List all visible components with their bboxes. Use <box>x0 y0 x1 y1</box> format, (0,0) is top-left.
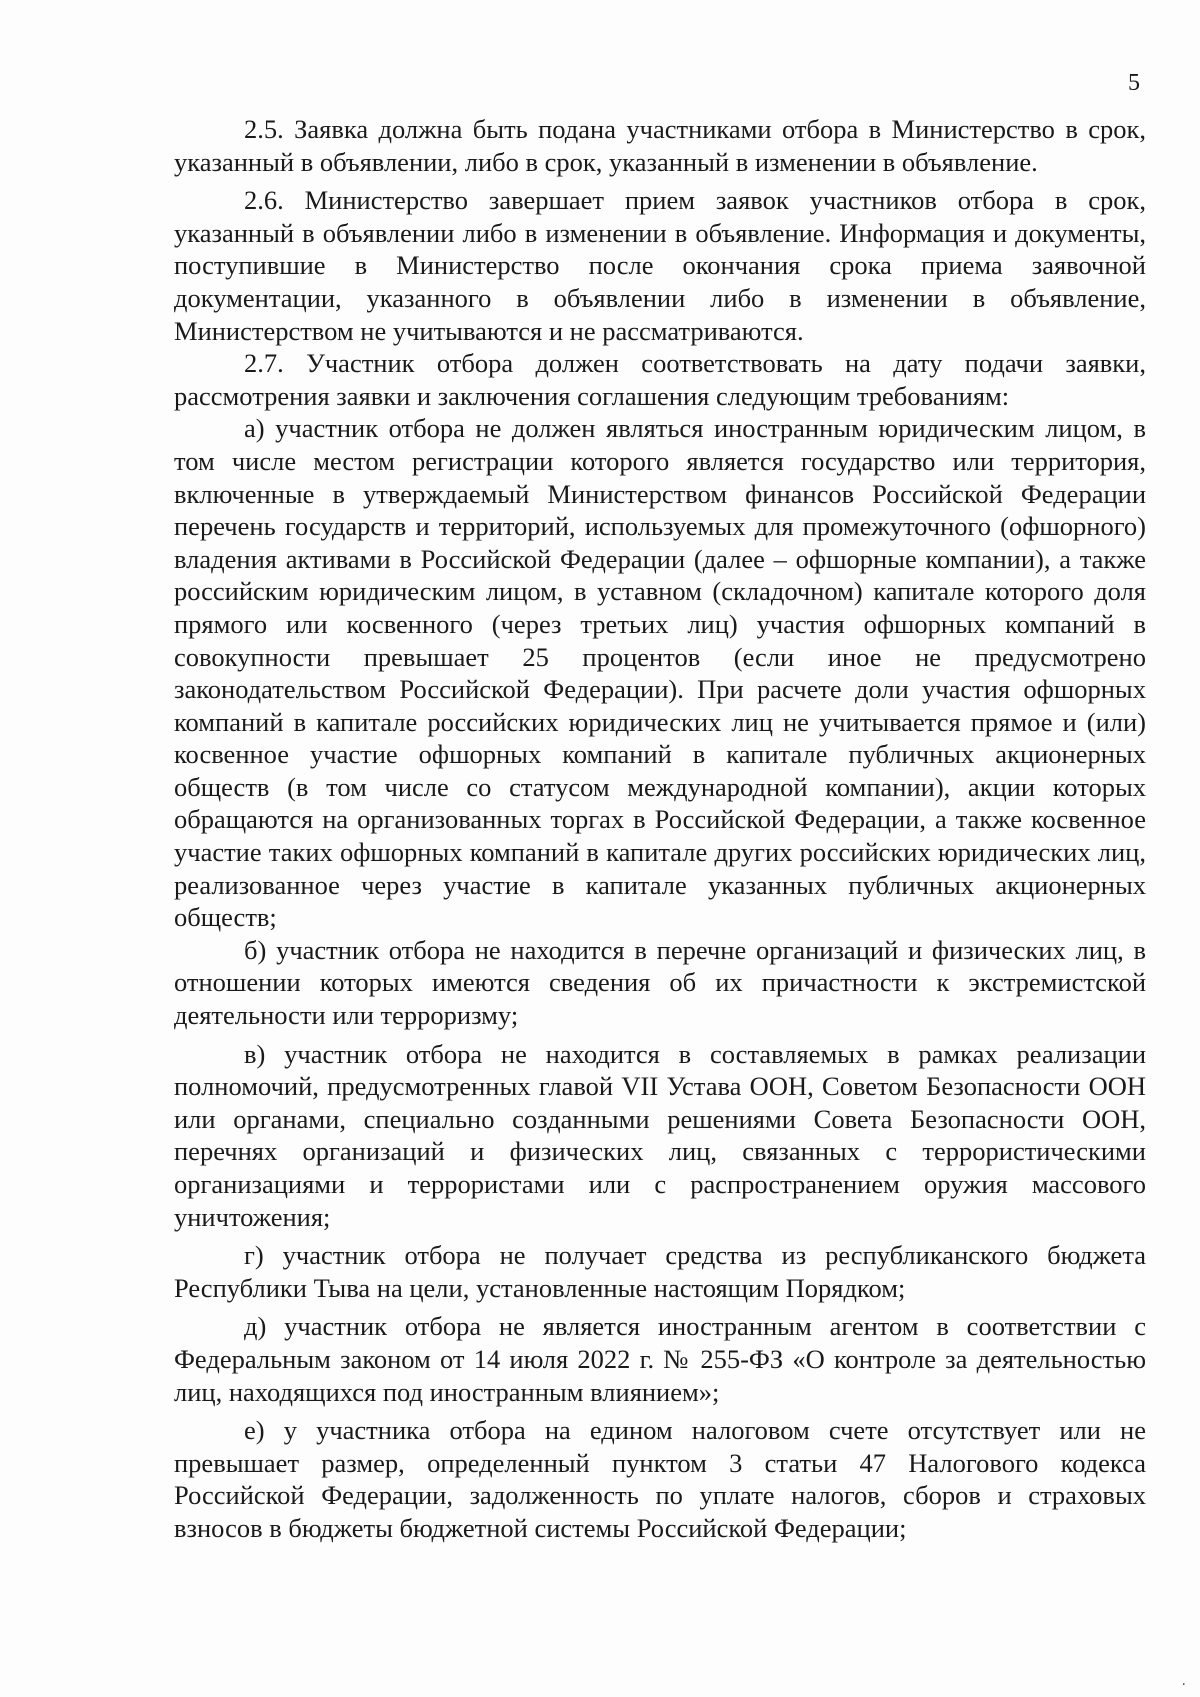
requirement-v: в) участник отбора не находится в составляемых в рамках реализации полномочий, предусмотренных главой VII Устава ООН, Советом Безопасности ООН или органами, специально созданными решениями Совета Безопасности ООН, перечнях организаций и физических лиц, связанных с террористическими организациями и террористами или с распространением оружия массового уничтожения; <box>174 1038 1146 1232</box>
requirement-a: а) участник отбора не должен являться иностранным юридическим лицом, в том числе местом регистрации которого является государство или территория, включенные в утверждаемый Министерством финансов Российской Федерации перечень государств и территорий, используемых для промежуточного (офшорного) владения активами в Российской Федерации (далее – офшорные компании), а также российским юридическим лицом, в уставном (складочном) капитале которого доля прямого или косвенного (через третьих лиц) участия офшорных компаний в совокупности превышает 25 процентов (если иное не предусмотрено законодательством Российской Федерации). При расчете доли участия офшорных компаний в капитале российских юридических лиц не учитывается прямое и (или) косвенное участие офшорных компаний в капитале публичных акционерных обществ (в том числе со статусом международной компании), акции которых обращаются на организованных торгах в Российской Федерации, а также косвенное участие таких офшорных компаний в капитале других российских юридических лиц, реализованное через участие в капитале указанных публичных акционерных обществ; <box>174 413 1146 933</box>
scan-speck: · <box>1181 1677 1186 1693</box>
paragraph-2-5: 2.5. Заявка должна быть подана участниками отбора в Министерство в срок, указанный в объявлении, либо в срок, указанный в изменении в объявление. <box>174 114 1146 177</box>
requirement-e: е) у участника отбора на едином налоговом счете отсутствует или не превышает размер, определенный пунктом 3 статьи 47 Налогового кодекса Российской Федерации, задолженность по уплате налогов, сборов и страховых взносов в бюджеты бюджетной системы Российской Федерации; <box>174 1415 1146 1543</box>
requirement-d: д) участник отбора не является иностранным агентом в соответствии с Федеральным законом от 14 июля 2022 г. № 255-ФЗ «О контроле за деятельностью лиц, находящихся под иностранным влиянием»; <box>174 1311 1146 1407</box>
paragraph-2-7: 2.7. Участник отбора должен соответствовать на дату подачи заявки, рассмотрения заявки и заключения соглашения следующим требованиям: <box>174 348 1146 411</box>
paragraph-2-6: 2.6. Министерство завершает прием заявок участников отбора в срок, указанный в объявлении либо в изменении в объявление. Информация и документы, поступившие в Министерство после окончания срока приема заявочной документации, указанного в объявлении либо в изменении в объявление, Министерством не учитываются и не рассматриваются. <box>174 185 1146 346</box>
requirement-g: г) участник отбора не получает средства из республиканского бюджета Республики Тыва на цели, установленные настоящим Порядком; <box>174 1240 1146 1303</box>
requirement-b: б) участник отбора не находится в перечне организаций и физических лиц, в отношении которых имеются сведения об их причастности к экстремистской деятельности или терроризму; <box>174 934 1146 1031</box>
page-number: 5 <box>1128 70 1140 96</box>
document-body <box>174 113 1146 1545</box>
